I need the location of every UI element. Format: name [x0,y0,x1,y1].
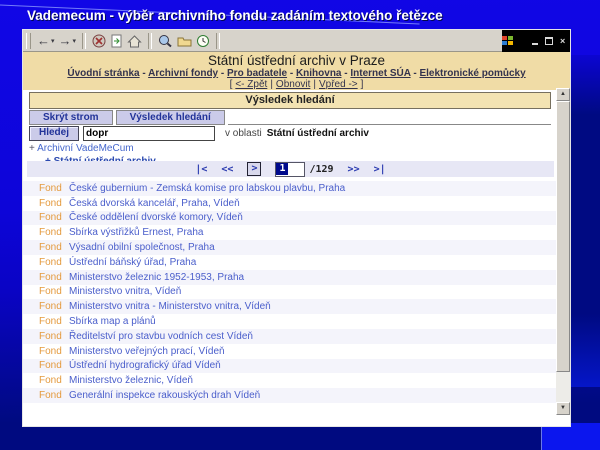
last-page-button[interactable]: >| [373,163,386,175]
toolbar-separator [148,33,152,49]
scroll-up-icon[interactable]: ▲ [556,88,570,101]
fond-type-label: Fond [39,197,62,209]
result-row [23,373,556,388]
result-link[interactable]: Ministerstvo veřejných prací, Vídeň [69,345,225,357]
browser-toolbar [23,30,570,52]
result-link[interactable]: Ministerstvo železnic 1952-1953, Praha [69,271,245,283]
result-bar: Výsledek hledání [29,92,551,109]
fond-type-label: Fond [39,316,62,328]
history-button[interactable] [196,34,210,48]
tab-skryt-strom[interactable]: Skrýt strom [29,110,113,125]
site-title: Státní ústřední archiv v Praze [207,53,386,68]
tab-vysledek-hledani[interactable]: Výsledek hledání [116,110,225,125]
result-row [23,344,556,359]
refresh-button[interactable] [110,34,123,48]
fond-type-label: Fond [39,345,62,357]
history-nav [23,79,570,90]
scroll-thumb[interactable] [556,101,570,372]
fond-type-label: Fond [39,286,62,298]
nav-separator: - [218,68,228,79]
toolbar-separator [216,33,220,49]
results-list [23,181,556,403]
nav-link-internet-sua[interactable]: Internet SÚA [350,68,411,79]
browser-window [22,29,571,427]
result-link[interactable]: Česká dvorská kancelář, Praha, Vídeň [69,197,240,209]
result-link[interactable]: Ředitelství pro stavbu vodních cest Vídeň [69,330,253,342]
result-link[interactable]: Ústřední báňský úřad, Praha [69,256,197,268]
result-link[interactable]: Ústřední hydrografický úřad Vídeň [69,360,221,372]
result-row [23,314,556,329]
slide-title: Vademecum - výběr archivního fondu zadáním textového řetězce [27,8,443,23]
result-row [23,299,556,314]
result-link[interactable]: České oddělení dvorské komory, Vídeň [69,212,243,224]
nav-link-uvodni-stranka[interactable]: Úvodní stránka [67,68,140,79]
back-button[interactable] [37,34,55,48]
result-link[interactable]: Sbírka výstřižků Ernest, Praha [69,227,204,239]
toolbar-separator [82,33,86,49]
close-button[interactable]: × [559,36,566,46]
background-swoosh-bottom [0,426,541,450]
fond-type-label: Fond [39,390,62,402]
search-submit-button[interactable]: Hledej [29,126,79,141]
history-clock-icon [196,34,210,48]
fond-type-label: Fond [39,256,62,268]
nav-link-archivni-fondy[interactable]: Archivní fondy [148,68,219,79]
nav-link-elektronicke-pomucky[interactable]: Elektronické pomůcky [419,68,526,79]
fond-type-label: Fond [39,271,62,283]
fond-type-label: Fond [39,227,62,239]
result-row [23,240,556,255]
result-link[interactable]: Generální inspekce rakouských drah Vídeň [69,390,261,402]
search-input[interactable] [83,126,215,141]
back-dropdown-icon[interactable]: ▾ [51,37,55,45]
expand-icon[interactable]: + [29,143,35,154]
forward-icon: → [58,32,72,48]
pagination [27,161,554,177]
restore-icon [545,37,553,45]
back-icon: ← [37,32,50,48]
bracket: ] [360,79,364,90]
result-link[interactable]: Ministerstvo vnitra, Vídeň [69,286,182,298]
site-nav [23,68,570,79]
result-link[interactable]: Ministerstvo vnitra - Ministerstvo vnitra, Vídeň [69,301,271,313]
result-row [23,181,556,196]
tabs-row [29,110,551,125]
result-link[interactable]: Výsadní obilní společnost, Praha [69,242,215,254]
favorites-button[interactable] [177,35,192,47]
nav-separator: - [341,68,351,79]
forward-dropdown-icon[interactable]: ▾ [72,37,77,45]
background-swoosh-right [570,55,600,387]
fond-type-label: Fond [39,375,62,387]
page-number-input[interactable] [275,162,305,177]
stop-button[interactable] [92,34,106,48]
refresh-link[interactable]: Obnovit [275,79,311,90]
nav-link-pro-badatele[interactable]: Pro badatele [227,68,288,79]
site-header [23,52,570,90]
forward-link[interactable]: Vpřed -> [319,79,358,90]
tree-item-archivni-vademecum[interactable]: Archivní VadeMeCum [37,143,134,154]
search-scope-label: v oblasti [225,127,262,139]
favorites-folder-icon [177,35,192,47]
home-button[interactable] [127,34,142,48]
pipe-separator: | [270,79,273,90]
result-row [23,285,556,300]
fond-type-label: Fond [39,242,62,254]
next-page-button[interactable]: >> [347,163,360,175]
pipe-separator: | [313,79,316,90]
window-controls [502,30,570,52]
result-link[interactable]: České gubernium - Zemská komise pro labskou plavbu, Praha [69,182,346,194]
result-row [23,211,556,226]
stop-icon [92,34,106,48]
prev-page-button[interactable]: << [221,163,234,175]
nav-separator: - [139,68,149,79]
search-icon [158,34,173,48]
scrollbar[interactable] [556,88,570,415]
tabs-filler [228,110,551,125]
scroll-down-icon[interactable]: ▼ [556,402,570,415]
result-row [23,329,556,344]
tree-item [29,142,156,155]
first-page-button[interactable]: |< [195,163,208,175]
nav-separator: - [287,68,296,79]
result-row [23,255,556,270]
minimize-icon [532,43,538,45]
minimize-button[interactable] [531,36,540,46]
result-row [23,270,556,285]
result-row [23,225,556,240]
fond-type-label: Fond [39,330,62,342]
result-row [23,388,556,403]
fond-type-label: Fond [39,301,62,313]
page-number-value: 1 [276,163,288,175]
nav-separator: - [410,68,420,79]
result-row [23,196,556,211]
fond-type-label: Fond [39,360,62,372]
page-total: /129 [309,163,334,175]
search-button-toolbar[interactable] [158,34,173,48]
windows-logo-icon [502,36,514,46]
background-corner-curve [541,423,600,450]
result-link[interactable]: Ministerstvo železnic, Vídeň [69,375,193,387]
go-to-page-button[interactable]: > [247,162,261,176]
home-icon [127,34,142,48]
search-row [29,125,369,141]
refresh-icon [110,34,123,48]
result-link[interactable]: Sbírka map a plánů [69,316,156,328]
fond-type-label: Fond [39,182,62,194]
toolbar-grip[interactable] [26,33,31,49]
back-link[interactable]: <- Zpět [235,79,268,90]
search-scope-value: Státní ústřední archiv [266,127,369,139]
nav-link-knihovna[interactable]: Knihovna [295,68,342,79]
forward-button[interactable] [59,34,77,48]
result-row [23,359,556,374]
bracket: [ [229,79,233,90]
fond-type-label: Fond [39,212,62,224]
restore-button[interactable] [544,36,553,46]
